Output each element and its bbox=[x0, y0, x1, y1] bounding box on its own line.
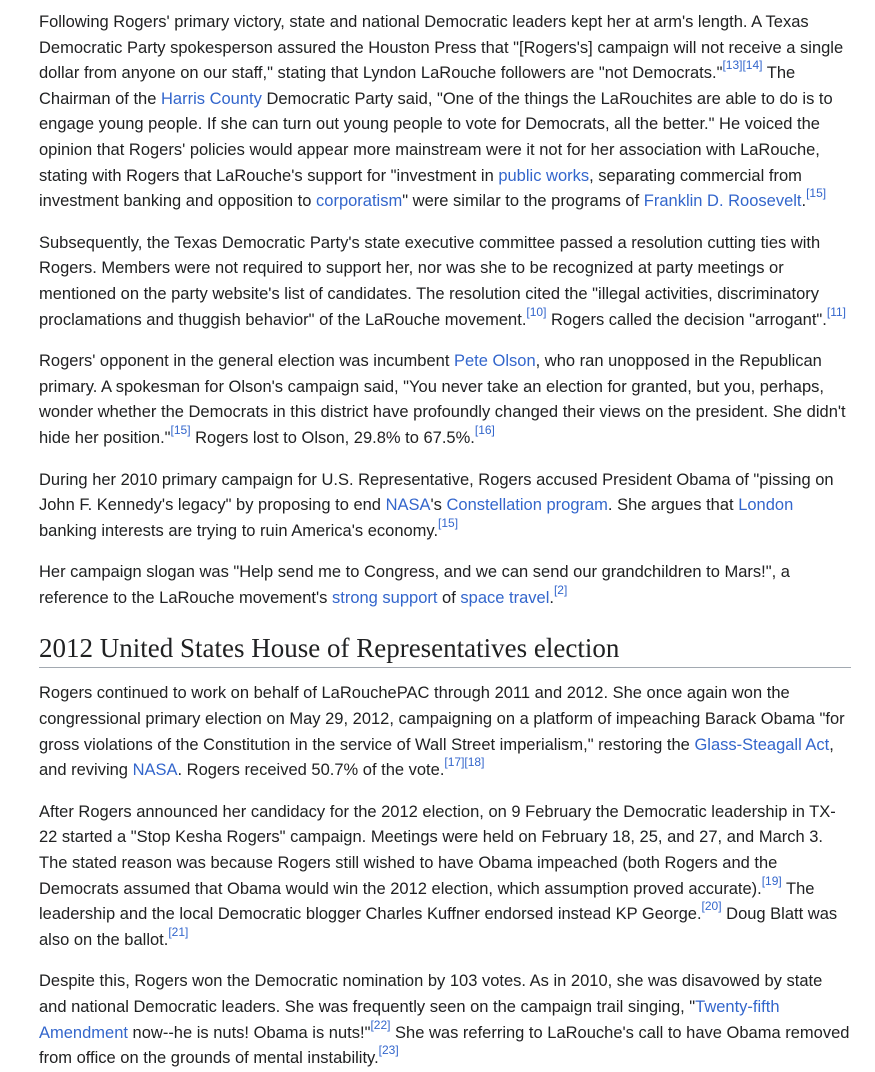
citation-ref-link[interactable]: [15] bbox=[806, 186, 827, 201]
wiki-link[interactable]: London bbox=[738, 496, 794, 515]
citation-ref-link[interactable]: [14] bbox=[742, 58, 763, 73]
citation-ref[interactable] bbox=[827, 305, 846, 319]
wiki-link[interactable]: NASA bbox=[132, 761, 178, 780]
citation-ref-link[interactable]: [16] bbox=[474, 422, 495, 437]
citation-ref-link[interactable]: [13] bbox=[722, 58, 743, 73]
citation-ref-link[interactable]: [15] bbox=[438, 515, 459, 530]
wiki-link[interactable]: strong support bbox=[331, 588, 438, 607]
citation-ref[interactable] bbox=[379, 1043, 399, 1057]
wiki-link[interactable]: Franklin D. Roosevelt bbox=[643, 192, 802, 211]
citation-ref[interactable] bbox=[806, 186, 826, 200]
citation-ref-link[interactable]: [17] bbox=[444, 755, 465, 770]
citation-ref[interactable] bbox=[702, 899, 722, 913]
citation-ref-link[interactable]: [10] bbox=[526, 304, 547, 319]
citation-ref[interactable] bbox=[464, 755, 484, 769]
paragraph: Despite this, Rogers won the Democratic nomination by 103 votes. As in 2010, she was disavowed by state and national Democratic leaders. She was frequently seen on the campaign trail singing, "Twenty-fifth Amendment now--he is nuts! Obama is nuts!"[22] She was referring to LaRouche's call to have Obama removed from office on the grounds of mental instability.[23] bbox=[39, 972, 850, 1068]
citation-ref-link[interactable]: [20] bbox=[701, 899, 722, 914]
wiki-link[interactable]: space travel bbox=[460, 588, 550, 607]
citation-ref[interactable] bbox=[171, 423, 191, 437]
wiki-link[interactable]: corporatism bbox=[316, 192, 403, 211]
wiki-link[interactable]: Constellation program bbox=[446, 496, 608, 515]
wiki-link[interactable]: Glass-Steagall Act bbox=[694, 735, 830, 754]
citation-ref[interactable] bbox=[554, 583, 567, 597]
paragraph: Subsequently, the Texas Democratic Party's state executive committee passed a resolution cutting ties with Rogers. Members were not required to support her, nor was she to be recognized at party meetings or mentioned on the party website's list of candidates. The resolution cited the "illegal activities, discriminatory proclamations and thuggish behavior" of the LaRouche movement.[10] Rogers called the decision "arrogant".[11] bbox=[39, 233, 846, 329]
wiki-link[interactable]: NASA bbox=[385, 496, 431, 515]
citation-ref-link[interactable]: [23] bbox=[378, 1043, 399, 1058]
wiki-link[interactable]: Twenty-fifth Amendment bbox=[39, 998, 780, 1042]
citation-ref-link[interactable]: [21] bbox=[168, 924, 189, 939]
citation-ref[interactable] bbox=[722, 58, 742, 72]
wiki-link[interactable]: Harris County bbox=[160, 89, 262, 108]
citation-ref-link[interactable]: [22] bbox=[370, 1017, 391, 1032]
citation-ref[interactable] bbox=[438, 516, 458, 530]
citation-ref-link[interactable]: [15] bbox=[170, 422, 191, 437]
citation-ref[interactable] bbox=[762, 874, 782, 888]
citation-ref-link[interactable]: [19] bbox=[761, 873, 782, 888]
paragraph: Rogers' opponent in the general election was incumbent Pete Olson, who ran unopposed in the Republican primary. A spokesman for Olson's campaign said, "You never take an election for granted, but you, perhaps, wonder whether the Democrats in this district have profoundly changed their views on the president. She didn't hide her position."[15] Rogers lost to Olson, 29.8% to 67.5%.[16] bbox=[39, 352, 846, 447]
citation-ref[interactable] bbox=[526, 305, 546, 319]
article-body bbox=[39, 10, 851, 1072]
citation-ref-link[interactable]: [11] bbox=[826, 304, 846, 319]
citation-ref-link[interactable]: [2] bbox=[553, 582, 568, 597]
paragraph: Following Rogers' primary victory, state and national Democratic leaders kept her at arm's length. A Texas Democratic Party spokesperson assured the Houston Press that "[Rogers's] campaign will not receive a single dollar from anyone on our staff," stating that Lyndon LaRouche followers are "not Democrats."[13][14] The Chairman of the Harris County Democratic Party said, "One of the things the LaRouchites are able to do is to engage young people. If she can turn out young people to vote for Democrats, all the better." He voiced the opinion that Rogers' policies would appear more mainstream were it not for her association with LaRouche, stating with Rogers that LaRouche's support for "investment in public works, separating commercial from investment banking and opposition to corporatism" were similar to the programs of Franklin D. Roosevelt.[15] bbox=[39, 13, 844, 211]
wiki-link[interactable]: Pete Olson bbox=[454, 352, 536, 371]
wiki-link[interactable]: public works bbox=[498, 166, 590, 185]
section-heading: 2012 United States House of Representatives election bbox=[39, 631, 851, 668]
citation-ref[interactable] bbox=[742, 58, 762, 72]
citation-ref[interactable] bbox=[370, 1018, 390, 1032]
paragraph: During her 2010 primary campaign for U.S. Representative, Rogers accused President Obama of "pissing on John F. Kennedy's legacy" by proposing to end NASA's Constellation program. She argues that London banking interests are trying to ruin America's economy.[15] bbox=[39, 470, 834, 540]
paragraph: Her campaign slogan was "Help send me to Congress, and we can send our grandchildren to Mars!", a reference to the LaRouche movement's strong support of space travel.[2] bbox=[39, 563, 790, 607]
paragraph: Rogers continued to work on behalf of LaRouchePAC through 2011 and 2012. She once again won the congressional primary election on May 29, 2012, campaigning on a platform of impeaching Barack Obama "for gross violations of the Constitution in the service of Wall Street imperialism," restoring the Glass-Steagall Act, and reviving NASA. Rogers received 50.7% of the vote.[17][18] bbox=[39, 684, 845, 780]
citation-ref[interactable] bbox=[475, 423, 495, 437]
citation-ref-link[interactable]: [18] bbox=[464, 755, 485, 770]
paragraph: After Rogers announced her candidacy for the 2012 election, on 9 February the Democratic leadership in TX-22 started a "Stop Kesha Rogers" campaign. Meetings were held on February 18, 25, and 27, and March 3. The stated reason was because Rogers still wished to have Obama impeached (both Rogers and the Democrats assumed that Obama would win the 2012 election, which assumption proved accurate).[19] The leadership and the local Democratic blogger Charles Kuffner endorsed instead KP George.[20] Doug Blatt was also on the ballot.[21] bbox=[39, 802, 838, 949]
citation-ref[interactable] bbox=[168, 925, 188, 939]
citation-ref[interactable] bbox=[444, 755, 464, 769]
